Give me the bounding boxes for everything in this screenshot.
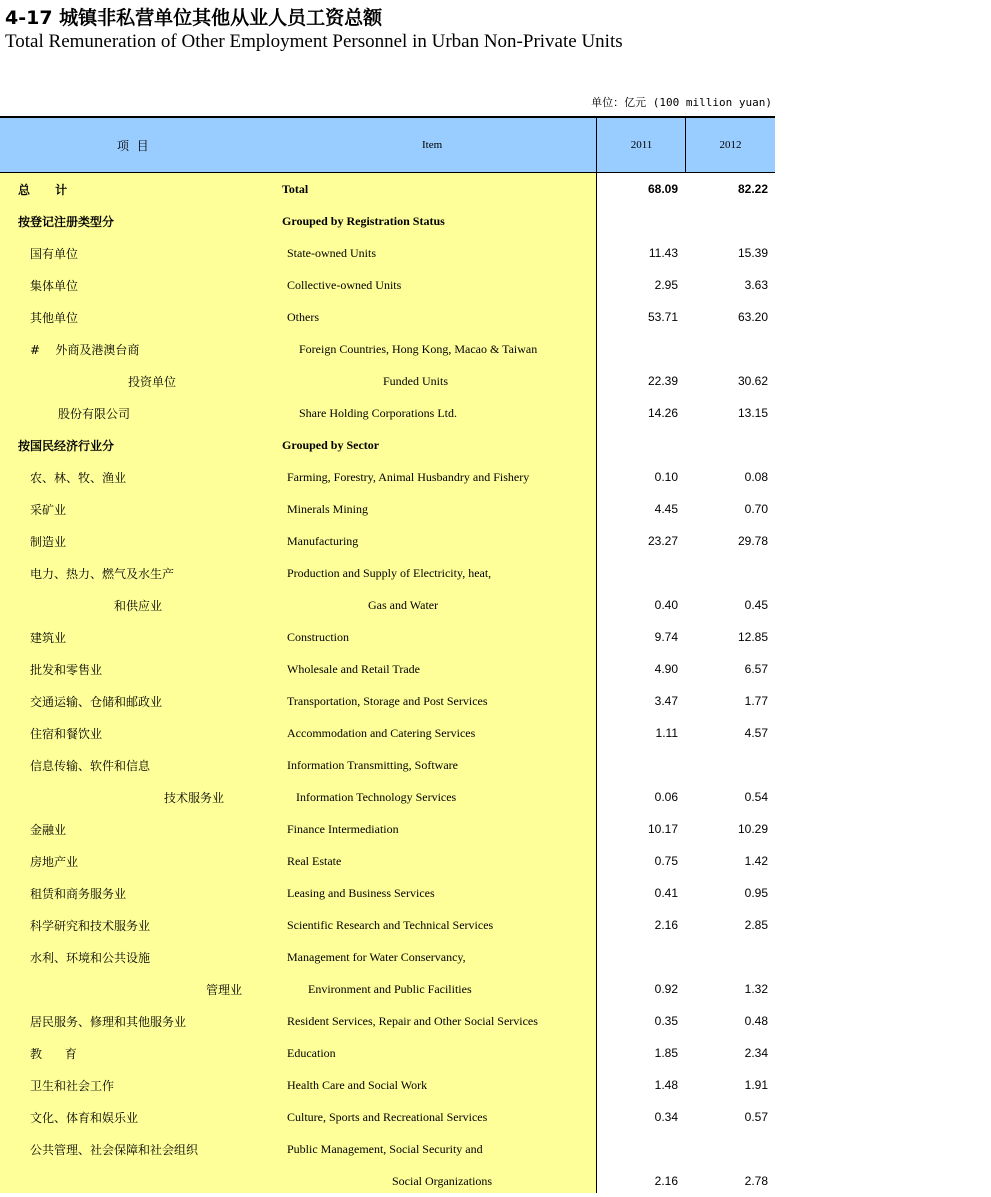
value-2011: 2.95 xyxy=(654,278,678,292)
table-row xyxy=(0,1037,775,1069)
table-row xyxy=(0,621,775,653)
value-2011: 2.16 xyxy=(654,918,678,932)
table-row xyxy=(0,941,775,973)
row-label-en: Gas and Water xyxy=(368,598,439,612)
value-2011: 0.92 xyxy=(654,982,678,996)
row-label-cn: 总 计 xyxy=(18,183,68,197)
table-row xyxy=(0,813,775,845)
table-row xyxy=(0,269,775,301)
table-row xyxy=(0,301,775,333)
row-label-cn: 批发和零售业 xyxy=(30,663,103,677)
value-2012: 0.08 xyxy=(744,470,768,484)
row-label-en: Grouped by Registration Status xyxy=(282,214,445,228)
header-year-2012: 2012 xyxy=(719,139,742,151)
value-2011: 1.11 xyxy=(655,726,678,740)
table-row xyxy=(0,1101,775,1133)
row-label-en: Information Technology Services xyxy=(296,790,457,804)
value-2012: 1.77 xyxy=(744,694,768,708)
row-label-cn: 集体单位 xyxy=(30,279,79,293)
row-label-cn: 管理业 xyxy=(206,983,243,997)
value-2011: 4.45 xyxy=(654,502,678,516)
value-2011: 1.85 xyxy=(654,1046,678,1060)
value-2012: 63.20 xyxy=(737,310,768,324)
value-2012: 1.32 xyxy=(744,982,768,996)
table-row xyxy=(0,365,775,397)
row-label-cn: 住宿和餐饮业 xyxy=(30,727,103,741)
value-2012: 15.39 xyxy=(737,246,768,260)
header-year-2011: 2011 xyxy=(630,139,653,151)
row-label-cn: 按登记注册类型分 xyxy=(18,215,115,229)
row-label-en: Real Estate xyxy=(287,854,342,868)
table-row xyxy=(0,717,775,749)
row-label-en: Transportation, Storage and Post Services xyxy=(287,694,488,708)
row-label-en: Production and Supply of Electricity, heat, xyxy=(287,566,492,580)
row-label-en: Scientific Research and Technical Services xyxy=(287,918,494,932)
table-header xyxy=(0,118,775,173)
remuneration-table xyxy=(0,116,775,1193)
row-label-cn: 采矿业 xyxy=(30,503,67,517)
row-label-cn: 建筑业 xyxy=(30,631,67,645)
row-label-cn: 国有单位 xyxy=(30,247,79,261)
table-row xyxy=(0,749,775,781)
value-2011: 0.35 xyxy=(654,1014,678,1028)
row-label-en: Environment and Public Facilities xyxy=(308,982,472,996)
value-2011: 23.27 xyxy=(647,534,678,548)
row-label-en: Collective-owned Units xyxy=(287,278,402,292)
value-2012: 1.91 xyxy=(744,1078,768,1092)
row-label-cn: 制造业 xyxy=(30,535,67,549)
row-label-cn: 科学研究和技术服务业 xyxy=(30,919,151,933)
row-label-en: Culture, Sports and Recreational Services xyxy=(287,1110,488,1124)
value-2012: 29.78 xyxy=(737,534,768,548)
table-row xyxy=(0,909,775,941)
value-2012: 6.57 xyxy=(744,662,768,676)
value-2012: 12.85 xyxy=(737,630,768,644)
row-label-cn: 卫生和社会工作 xyxy=(30,1079,115,1093)
table-row xyxy=(0,429,775,461)
value-2011: 0.75 xyxy=(654,854,678,868)
value-2012: 4.57 xyxy=(744,726,768,740)
table-row xyxy=(0,333,775,365)
row-label-cn: 股份有限公司 xyxy=(58,407,131,421)
row-label-en: Information Transmitting, Software xyxy=(287,758,458,772)
table-row xyxy=(0,781,775,813)
value-2011: 53.71 xyxy=(647,310,678,324)
value-2012: 2.85 xyxy=(744,918,768,932)
row-label-cn: 投资单位 xyxy=(128,375,177,389)
value-2012: 30.62 xyxy=(737,374,768,388)
value-2011: 4.90 xyxy=(654,662,678,676)
value-2012: 0.70 xyxy=(744,502,768,516)
value-2012: 82.22 xyxy=(737,182,768,196)
table-row xyxy=(0,1133,775,1165)
row-label-en: State-owned Units xyxy=(287,246,376,260)
value-2012: 2.34 xyxy=(744,1046,768,1060)
row-label-cn: 按国民经济行业分 xyxy=(18,439,115,453)
row-label-en: Resident Services, Repair and Other Social Services xyxy=(287,1014,538,1028)
row-label-en: Minerals Mining xyxy=(287,502,368,516)
table-row xyxy=(0,173,775,205)
row-label-en: Health Care and Social Work xyxy=(287,1078,428,1092)
row-label-cn: 房地产业 xyxy=(30,855,79,869)
value-2011: 3.47 xyxy=(654,694,678,708)
row-label-en: Farming, Forestry, Animal Husbandry and Fishery xyxy=(287,470,530,484)
row-label-en: Education xyxy=(287,1046,336,1060)
row-label-en: Accommodation and Catering Services xyxy=(287,726,476,740)
unit-note: 单位：亿元 (100 million yuan) xyxy=(591,96,772,109)
page-title-en: Total Remuneration of Other Employment Personnel in Urban Non-Private Units xyxy=(5,31,623,52)
row-label-cn: 文化、体育和娱乐业 xyxy=(30,1111,139,1125)
value-2011: 22.39 xyxy=(647,374,678,388)
value-2011: 10.17 xyxy=(647,822,678,836)
table-row xyxy=(0,845,775,877)
table-row xyxy=(0,877,775,909)
row-label-en: Foreign Countries, Hong Kong, Macao & Taiwan xyxy=(299,342,538,356)
value-2012: 1.42 xyxy=(744,854,768,868)
value-2012: 0.95 xyxy=(744,886,768,900)
row-label-cn: 公共管理、社会保障和社会组织 xyxy=(30,1143,199,1157)
table-row xyxy=(0,589,775,621)
value-2011: 9.74 xyxy=(654,630,678,644)
row-label-cn: 信息传输、软件和信息 xyxy=(30,759,151,773)
row-label-en: Funded Units xyxy=(383,374,449,388)
row-label-en: Share Holding Corporations Ltd. xyxy=(299,406,457,420)
row-label-cn: 租赁和商务服务业 xyxy=(30,887,127,901)
row-label-cn: 交通运输、仓储和邮政业 xyxy=(30,695,163,709)
table-row xyxy=(0,397,775,429)
table-row xyxy=(0,237,775,269)
row-label-cn: 金融业 xyxy=(30,823,67,837)
table-row xyxy=(0,557,775,589)
value-2012: 0.57 xyxy=(744,1110,768,1124)
value-2011: 11.43 xyxy=(648,246,678,260)
column-divider xyxy=(685,118,686,172)
value-2011: 0.10 xyxy=(654,470,678,484)
value-2011: 0.34 xyxy=(654,1110,678,1124)
header-item-en: Item xyxy=(422,139,443,151)
row-label-cn: 水利、环境和公共设施 xyxy=(30,951,151,965)
page-title-cn: 4-17 城镇非私营单位其他从业人员工资总额 xyxy=(5,7,383,29)
table-row xyxy=(0,525,775,557)
row-label-cn: 居民服务、修理和其他服务业 xyxy=(30,1015,187,1029)
value-2011: 14.26 xyxy=(647,406,678,420)
row-label-en: Construction xyxy=(287,630,349,644)
table-row xyxy=(0,205,775,237)
value-2011: 2.16 xyxy=(654,1174,678,1188)
row-label-en: Total xyxy=(282,182,309,196)
row-label-en: Others xyxy=(287,310,319,324)
value-2011: 0.06 xyxy=(654,790,678,804)
value-2011: 1.48 xyxy=(654,1078,678,1092)
table-row xyxy=(0,1005,775,1037)
table-row xyxy=(0,493,775,525)
row-label-en: Social Organizations xyxy=(392,1174,493,1188)
table-row xyxy=(0,1165,775,1197)
row-label-en: Public Management, Social Security and xyxy=(287,1142,483,1156)
row-label-cn: 电力、热力、燃气及水生产 xyxy=(30,567,175,581)
value-2011: 0.41 xyxy=(654,886,678,900)
row-label-cn: # 外商及港澳台商 xyxy=(30,343,140,357)
value-2012: 2.78 xyxy=(744,1174,768,1188)
row-label-en: Finance Intermediation xyxy=(287,822,399,836)
value-2012: 0.54 xyxy=(744,790,768,804)
row-label-cn: 技术服务业 xyxy=(164,791,225,805)
row-label-en: Manufacturing xyxy=(287,534,359,548)
table-row xyxy=(0,685,775,717)
row-label-cn: 教 育 xyxy=(30,1047,77,1061)
value-2012: 0.45 xyxy=(744,598,768,612)
table-row xyxy=(0,973,775,1005)
row-label-en: Grouped by Sector xyxy=(282,438,380,452)
row-label-en: Wholesale and Retail Trade xyxy=(287,662,420,676)
row-label-en: Management for Water Conservancy, xyxy=(287,950,466,964)
value-2011: 0.40 xyxy=(654,598,678,612)
table-row xyxy=(0,653,775,685)
table-row xyxy=(0,461,775,493)
value-2012: 0.48 xyxy=(744,1014,768,1028)
value-2011: 68.09 xyxy=(647,182,678,196)
value-2012: 3.63 xyxy=(744,278,768,292)
row-label-cn: 和供应业 xyxy=(114,599,163,613)
table-row xyxy=(0,1069,775,1101)
row-label-cn: 其他单位 xyxy=(30,311,79,325)
value-2012: 13.15 xyxy=(737,406,768,420)
value-2012: 10.29 xyxy=(737,822,768,836)
row-label-en: Leasing and Business Services xyxy=(287,886,435,900)
header-item-cn: 项 目 xyxy=(117,139,149,153)
row-label-cn: 农、林、牧、渔业 xyxy=(30,471,127,485)
